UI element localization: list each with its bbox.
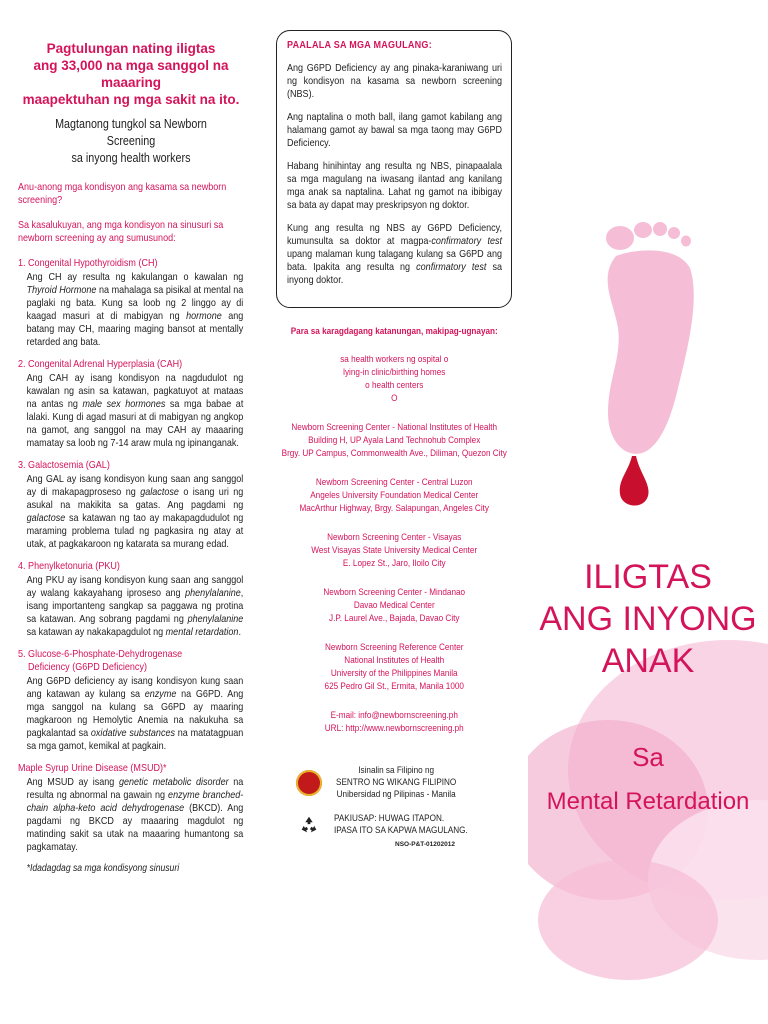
condition-item	[18, 459, 243, 551]
contact-line: West Visayas State University Medical Center	[311, 545, 478, 556]
contact-line: Building H, UP Ayala Land Technohub Complex	[308, 435, 481, 446]
contact-line: Brgy. UP Campus, Commonwealth Ave., Diliman, Quezon City	[281, 448, 507, 459]
condition-title: 3. Galactosemia (GAL)	[18, 459, 110, 471]
contact-line: Newborn Screening Reference Center	[324, 642, 464, 653]
contact-line: Newborn Screening Center - National Institutes of Health	[291, 422, 498, 433]
cover-subtitle: Mental Retardation	[546, 788, 750, 815]
condition-title: 4. Phenylketonuria (PKU)	[18, 560, 120, 572]
middle-panel	[258, 0, 528, 1024]
intro-conditions: Sa kasalukuyan, ang mga kondisyon na sinusuri sa newborn screening ay ang sumusunod:	[18, 219, 224, 244]
contact-line: J.P. Laurel Ave., Bajada, Davao City	[328, 613, 460, 624]
contact-group	[276, 476, 513, 515]
reminder-paragraph: Ang naptalina o moth ball, ilang gamot kabilang ang halamang gamot ay bawal sa mga taong may G6PD Deficiency.	[287, 111, 502, 149]
translation-credit: Isinalin sa Filipino ng SENTRO NG WIKANG FILIPINO Unibersidad ng Pilipinas - Manila	[276, 765, 514, 801]
cover-title	[528, 556, 768, 682]
contact-line: E-mail: info@newbornscreening.ph	[330, 710, 458, 721]
condition-item	[18, 762, 243, 854]
contact-group	[276, 353, 513, 405]
reminder-paragraph: Kung ang resulta ng NBS ay G6PD Deficiency, kumunsulta sa doktor at magpa-confirmatory test upang malaman kung talagang kulang sa G6PD ang bata. Ipakita ang resulta ng confirmatory test sa inyong doktor.	[287, 222, 503, 286]
reminder-paragraph: Habang hinihintay ang resulta ng NBS, pinapaalala sa mga magulang na iwasang ilantad ang kanilang mga anak sa naptalina. Lahat ng gamot na ibibigay sa bata ay dapat may preskripsyon ng doktor.	[287, 160, 502, 211]
contact-line: Newborn Screening Center - Mindanao	[323, 587, 466, 598]
hero-line: ang 33,000 na mga sanggol na maaaring	[33, 58, 229, 90]
contact-line: URL: http://www.newbornscreening.ph	[324, 723, 464, 734]
reminder-paragraphs	[287, 62, 502, 287]
contact-line: E. Lopez St., Jaro, Iloilo City	[342, 558, 446, 569]
condition-list	[18, 257, 243, 854]
document-code: NSO-P&T-01202012	[395, 841, 455, 848]
condition-title: 2. Congenital Adrenal Hyperplasia (CAH)	[18, 358, 183, 370]
reminder-paragraph: Ang G6PD Deficiency ay ang pinaka-karaniwang uri ng kondisyon na kasama sa newborn screening (NBS).	[287, 62, 502, 100]
baby-photo-blob	[538, 860, 718, 980]
conditions-section	[18, 181, 243, 874]
contact-line: MacArthur Highway, Brgy. Salapungan, Angeles City	[299, 503, 490, 514]
contact-group	[276, 641, 513, 693]
question-conditions: Anu-anong mga kondisyon ang kasama sa newborn screening?	[18, 181, 227, 206]
footnote: *Idadagdag sa mga kondisyong sinusuri	[26, 863, 180, 874]
cover-panel	[528, 0, 768, 1024]
condition-item	[18, 560, 243, 639]
contact-line: Davao Medical Center	[353, 600, 435, 611]
contact-line: Angeles University Foundation Medical Center	[310, 490, 479, 501]
condition-title: 5. Glucose-6-Phosphate-Dehydrogenase Deficiency (G6PD Deficiency)	[18, 648, 183, 673]
condition-description: Ang GAL ay isang kondisyon kung saan ang sanggol ay di makapagproseso ng galactose o isang uri ng asukal na makikita sa gatas. Ang pagdami ng galactose sa katawan ng tao ay makapagdudulot ng maraming problema tulad ng pagkasira ng atay at utak, at pagkakaroon ng katarata sa murang edad.	[26, 473, 244, 550]
condition-description: Ang PKU ay isang kondisyon kung saan ang sanggol ay walang kakayahang iproseso ang phenylalanine, isang importanteng sangkap sa paggawa ng protina sa katawan. Ang sobrang pagdami ng phenylalanine sa katawan ay nakakapagdulot ng mental retardation.	[26, 574, 244, 638]
contact-line: sa health workers ng ospital o	[340, 354, 449, 365]
condition-title: 1. Congenital Hypothyroidism (CH)	[18, 257, 158, 269]
contact-heading: Para sa karagdagang katanungan, makipag-ugnayan:	[290, 326, 498, 337]
cover-title-line: ANG INYONG	[539, 600, 757, 638]
contact-line: Newborn Screening Center - Central Luzon	[315, 477, 473, 488]
condition-item	[18, 358, 243, 450]
condition-title: Maple Syrup Urine Disease (MSUD)*	[18, 762, 167, 774]
contact-group	[276, 586, 513, 625]
condition-description: Ang G6PD deficiency ay isang kondisyon kung saan ang katawan ay kulang sa enzyme na G6PD. Ang mga sanggol na kulang sa G6PD ay maaring magkaroon ng Hemolytic Anemia na nakukuha sa pagkalantad sa oxidative substances na matatagpuan sa mga gamot, kemikal at pagkain.	[26, 675, 244, 752]
contact-group	[276, 421, 513, 460]
condition-description: Ang CAH ay isang kondisyon na nagdudulot ng kawalan ng asin sa katawan, pagkatuyot at mataas na antas ng male sex hormones sa mga babae at lalaki. Kung di agad masuri at di mabigyan ng angkop na gamot, ang sanggol na may CAH ay maaaring mamatay sa loob ng 7-14 araw mula ng ipinanganak.	[26, 372, 244, 449]
contact-line: lying-in clinic/birthing homes	[343, 367, 446, 378]
reminder-title: PAALALA SA MGA MAGULANG:	[287, 39, 432, 51]
contact-line: University of the Philippines Manila	[330, 668, 458, 679]
contact-line: O	[391, 393, 398, 404]
condition-item	[18, 648, 243, 753]
cover-title-line: ANAK	[601, 642, 695, 680]
hero-line: Pagtulungan nating iligtas	[46, 41, 216, 56]
contact-line: National Institutes of Health	[344, 655, 445, 666]
contact-group	[276, 531, 513, 570]
parent-reminder-box	[276, 30, 512, 308]
condition-description: Ang MSUD ay isang genetic metabolic disorder na resulta ng abnormal na gawain ng enzyme branched-chain alpha-keto acid dehydrogenase (BKCD). Ang pagdami ng BKCD ay maaaring magdulot ng matinding sakit sa utak na maaaring humantong sa pagkamatay.	[26, 776, 244, 853]
contact-group	[276, 709, 513, 735]
recycle-icon	[298, 814, 320, 836]
contact-line: 625 Pedro Gil St., Ermita, Manila 1000	[324, 681, 464, 692]
hero-line: maapektuhan ng mga sakit na ito.	[22, 92, 240, 107]
contact-line: Newborn Screening Center - Visayas	[327, 532, 462, 543]
hero-heading	[18, 40, 244, 108]
subheading: Magtanong tungkol sa Newborn Screening sa inyong health workers	[55, 117, 207, 165]
contact-line: o health centers	[365, 380, 424, 391]
left-panel	[0, 0, 258, 1024]
sentro-seal-icon	[296, 770, 322, 796]
contact-section	[276, 326, 513, 735]
recycle-notice: PAKIUSAP: HUWAG ITAPON. IPASA ITO SA KAPWA MAGULANG.	[276, 813, 514, 837]
foot-drop-icon	[598, 218, 708, 518]
condition-description: Ang CH ay resulta ng kakulangan o kawalan ng Thyroid Hormone na mahalaga sa pisikal at mental na paglaki ng bata. Kung sa loob ng 2 linggo ay di kaagad masuri at di mabigyan ng hormone ang batang may CH, maaring maging bansot at mentally retarded ang bata.	[26, 271, 244, 348]
condition-item	[18, 257, 243, 349]
cover-sa: Sa	[632, 742, 664, 772]
cover-title-line: ILIGTAS	[584, 558, 712, 596]
contact-list	[276, 353, 513, 735]
